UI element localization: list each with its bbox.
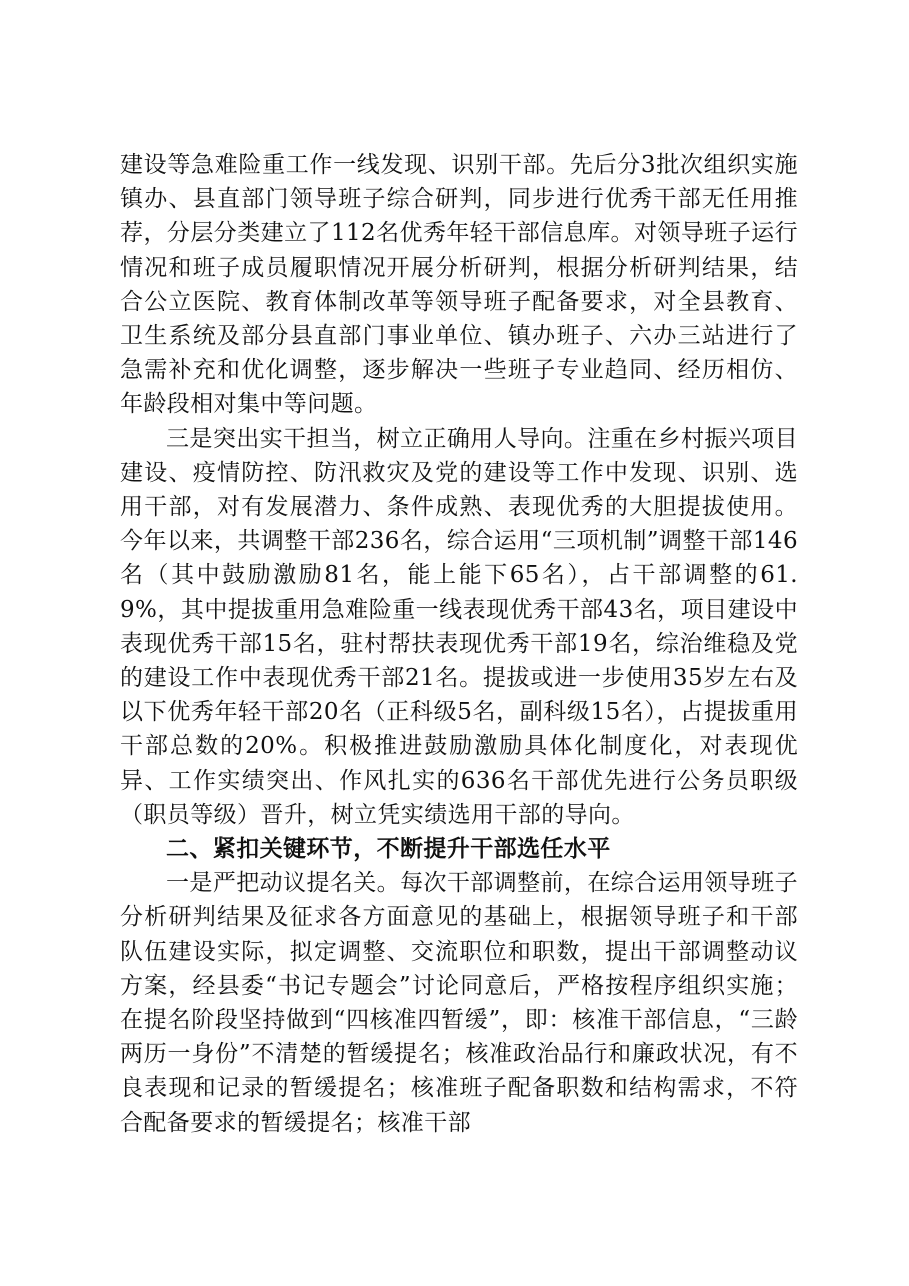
section-heading: 二、紧扣关键环节，不断提升干部选任水平 [166,836,611,863]
paragraph-nomination: 一是严把动议提名关。每次干部调整前，在综合运用领导班子分析研判结果及征求各方面意见的基础上，根据领导班子和干部队伍建设实际，拟定调整、交流职位和职数，提出干部调整动议方案，经县委“书记专题会”讨论同意后，严格按程序组织实施；在提名阶段坚持做到“四核准四暂缓”，即：核准干部信息，“三龄两历一身份”不清楚的暂缓提名；核准政治品行和廉政状况，有不良表现和记录的暂缓提名；核准班子配备职数和结构需求，不符合配备要求的暂缓提名；核准干部 [120,870,798,1136]
paragraph-talent-orientation: 三是突出实干担当，树立正确用人导向。注重在乡村振兴项目建设、疫情防控、防汛救灾及党的建设等工作中发现、识别、选用干部，对有发展潜力、条件成熟、表现优秀的大胆提拔使用。今年以来，共调整干部236名，综合运用“三项机制”调整干部146名（其中鼓励激励81名，能上能下65名），占干部调整的61.9%，其中提拔重用急难险重一线表现优秀干部43名，项目建设中表现优秀干部15名，驻村帮扶表现优秀干部19名，综治维稳及党的建设工作中表现优秀干部21名。提拔或进一步使用35岁左右及以下优秀年轻干部20名（正科级5名，副科级15名），占提拔重用干部总数的20%。积极推进鼓励激励具体化制度化，对表现优异、工作实绩突出、作风扎实的636名干部优先进行公务员职级（职员等级）晋升，树立凭实绩选用干部的导向。 [120,425,798,828]
document-body [120,148,798,1140]
paragraph-continuation: 建设等急难险重工作一线发现、识别干部。先后分3批次组织实施镇办、县直部门领导班子综合研判，同步进行优秀干部无任用推荐，分层分类建立了112名优秀年轻干部信息库。对领导班子运行情况和班子成员履职情况开展分析研判，根据分析研判结果，结合公立医院、教育体制改革等领导班子配备要求，对全县教育、卫生系统及部分县直部门事业单位、镇办班子、六办三站进行了急需补充和优化调整，逐步解决一些班子专业趋同、经历相仿、年龄段相对集中等问题。 [120,152,798,418]
